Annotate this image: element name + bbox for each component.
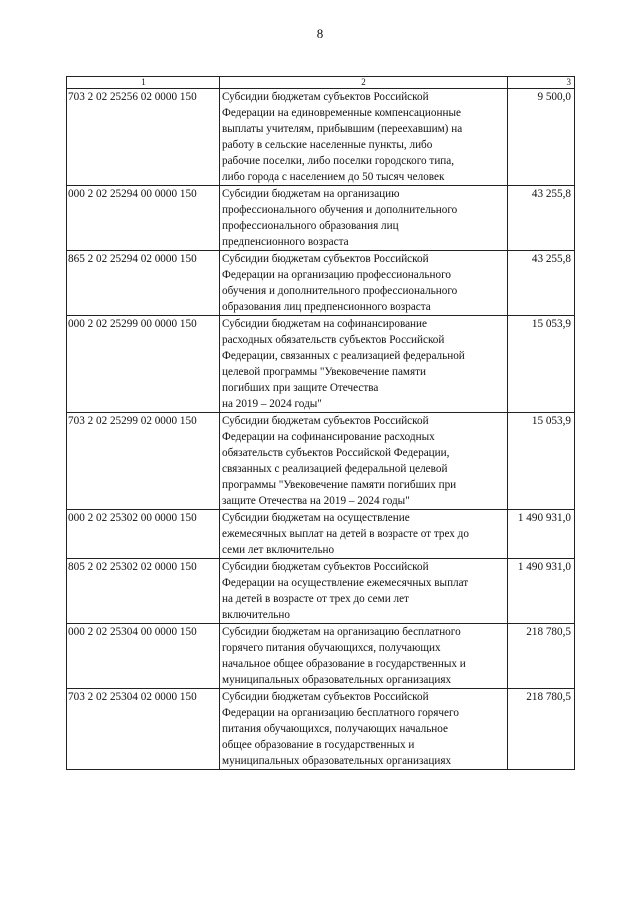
column-header-description: 2 — [220, 77, 508, 89]
description-line: горячего питания обучающихся, получающих — [222, 642, 441, 654]
table-row — [67, 559, 575, 624]
description-cell — [220, 251, 508, 316]
description-line: работу в сельские населенные пункты, либо — [222, 139, 433, 151]
page-number: 8 — [316, 26, 324, 41]
budget-code-cell: 000 2 02 25299 00 0000 150 — [67, 316, 220, 413]
description-line: Субсидии бюджетам на организацию бесплатного — [222, 626, 461, 638]
table-header-row — [67, 77, 575, 89]
description-line: включительно — [222, 609, 290, 621]
description-line: выплаты учителям, прибывшим (переехавшим) на — [222, 123, 463, 135]
description-line: программы "Увековечение памяти погибших при — [222, 479, 457, 491]
description-line: общее образование в государственных и — [222, 739, 415, 751]
description-line: Субсидии бюджетам субъектов Российской — [222, 561, 429, 573]
budget-code-cell: 805 2 02 25302 02 0000 150 — [67, 559, 220, 624]
column-header-code: 1 — [67, 77, 220, 89]
amount-cell: 1 490 931,0 — [508, 559, 575, 624]
description-line: Субсидии бюджетам на организацию — [222, 188, 400, 200]
table-row — [67, 624, 575, 689]
table-row — [67, 89, 575, 186]
description-line: Федерации, связанных с реализацией федеральной — [222, 350, 465, 362]
table-row — [67, 251, 575, 316]
budget-code-cell: 000 2 02 25294 00 0000 150 — [67, 186, 220, 251]
table-row — [67, 510, 575, 559]
description-line: начальное общее образование в государственных и — [222, 658, 466, 670]
description-line: профессионального образования лиц — [222, 220, 399, 232]
description-line: обязательств субъектов Российской Федерации, — [222, 447, 450, 459]
description-line: расходных обязательств субъектов Российской — [222, 334, 445, 346]
description-line: ежемесячных выплат на детей в возрасте от трех до — [222, 528, 469, 540]
description-cell — [220, 689, 508, 770]
description-line: Федерации на софинансирование расходных — [222, 431, 435, 443]
budget-table — [66, 76, 575, 770]
budget-code-cell: 865 2 02 25294 02 0000 150 — [67, 251, 220, 316]
amount-cell: 43 255,8 — [508, 186, 575, 251]
budget-code-cell: 000 2 02 25302 00 0000 150 — [67, 510, 220, 559]
description-line: Федерации на организацию бесплатного горячего — [222, 707, 459, 719]
description-cell — [220, 624, 508, 689]
description-line: Федерации на организацию профессионального — [222, 269, 452, 281]
budget-code-cell: 703 2 02 25299 02 0000 150 — [67, 413, 220, 510]
description-line: целевой программы "Увековечение памяти — [222, 366, 427, 378]
description-line: Субсидии бюджетам субъектов Российской — [222, 253, 429, 265]
description-cell — [220, 89, 508, 186]
description-line: предпенсионного возраста — [222, 236, 349, 248]
description-line: Субсидии бюджетам субъектов Российской — [222, 415, 429, 427]
table-row — [67, 413, 575, 510]
table-row — [67, 316, 575, 413]
description-line: либо города с населением до 50 тысяч человек — [222, 171, 445, 183]
description-line: семи лет включительно — [222, 544, 335, 556]
description-line: Субсидии бюджетам субъектов Российской — [222, 691, 429, 703]
description-line: на детей в возрасте от трех до семи лет — [222, 593, 409, 605]
description-line: Субсидии бюджетам на софинансирование — [222, 318, 427, 330]
description-line: на 2019 – 2024 годы" — [222, 398, 322, 410]
description-line: погибших при защите Отечества — [222, 382, 379, 394]
amount-cell: 9 500,0 — [508, 89, 575, 186]
description-line: защите Отечества на 2019 – 2024 годы" — [222, 495, 410, 507]
description-cell — [220, 186, 508, 251]
description-cell — [220, 413, 508, 510]
description-cell — [220, 316, 508, 413]
description-line: Субсидии бюджетам на осуществление — [222, 512, 410, 524]
amount-cell: 218 780,5 — [508, 689, 575, 770]
description-cell — [220, 559, 508, 624]
amount-cell: 15 053,9 — [508, 413, 575, 510]
table-row — [67, 689, 575, 770]
column-header-amount: 3 — [508, 77, 575, 89]
table-row — [67, 186, 575, 251]
description-line: муниципальных образовательных организациях — [222, 755, 452, 767]
budget-code-cell: 703 2 02 25256 02 0000 150 — [67, 89, 220, 186]
amount-cell: 218 780,5 — [508, 624, 575, 689]
description-line: обучения и дополнительного профессионального — [222, 285, 458, 297]
budget-code-cell: 000 2 02 25304 00 0000 150 — [67, 624, 220, 689]
description-line: связанных с реализацией федеральной целевой — [222, 463, 448, 475]
description-line: профессионального обучения и дополнительного — [222, 204, 458, 216]
amount-cell: 1 490 931,0 — [508, 510, 575, 559]
description-line: муниципальных образовательных организациях — [222, 674, 452, 686]
description-line: Федерации на единовременные компенсационные — [222, 107, 461, 119]
description-line: рабочие поселки, либо поселки городского типа, — [222, 155, 455, 167]
description-line: Субсидии бюджетам субъектов Российской — [222, 91, 429, 103]
amount-cell: 15 053,9 — [508, 316, 575, 413]
amount-cell: 43 255,8 — [508, 251, 575, 316]
description-line: питания обучающихся, получающих начальное — [222, 723, 448, 735]
description-line: образования лиц предпенсионного возраста — [222, 301, 431, 313]
description-cell — [220, 510, 508, 559]
description-line: Федерации на осуществление ежемесячных выплат — [222, 577, 469, 589]
budget-code-cell: 703 2 02 25304 02 0000 150 — [67, 689, 220, 770]
